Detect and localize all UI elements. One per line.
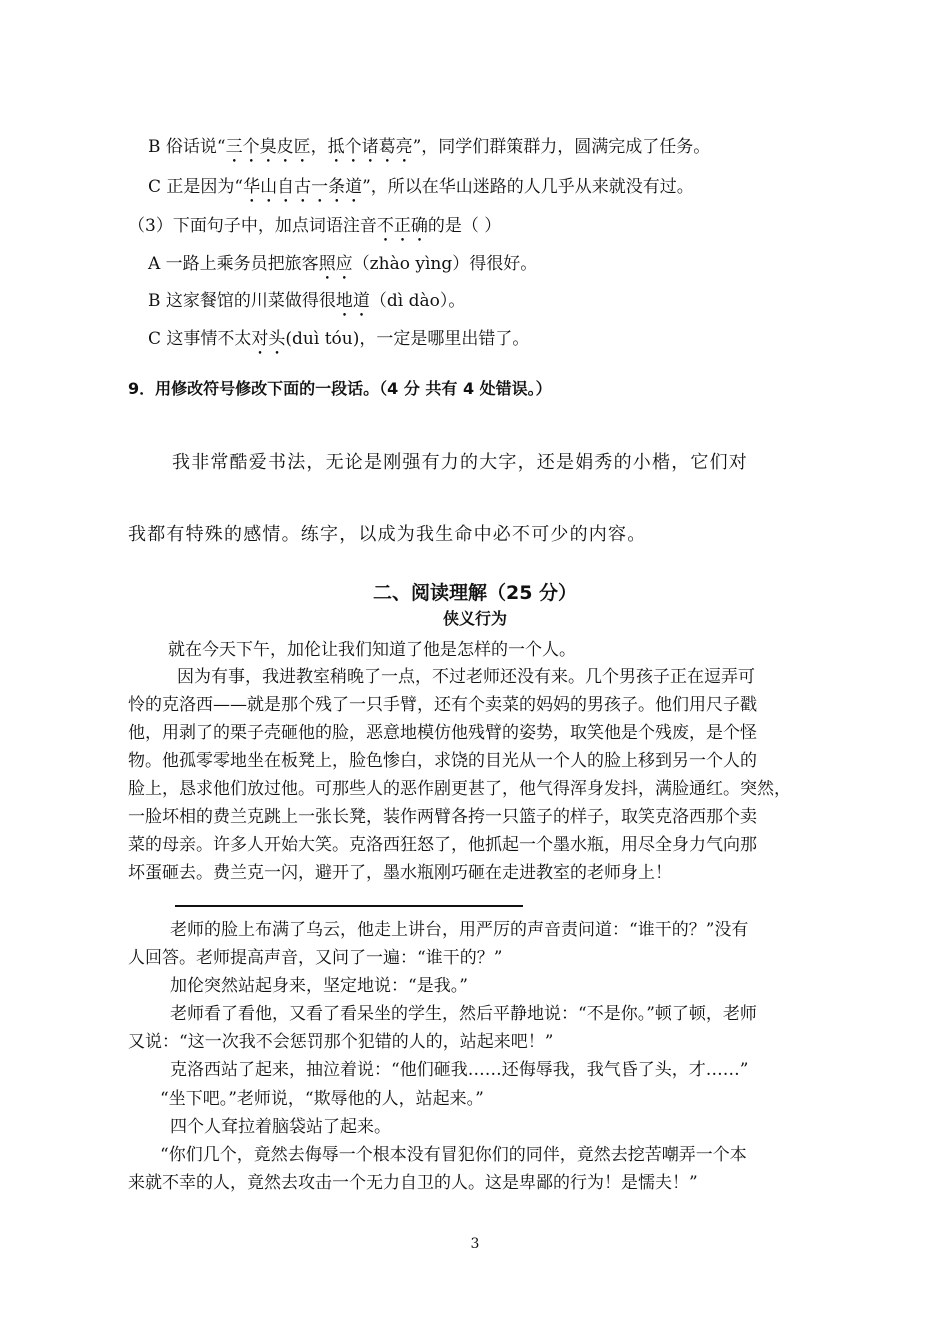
sub3-a-suffix: （zhào yìng）得很好。 <box>352 254 538 274</box>
section-title: 二、阅读理解（25 分） <box>372 582 578 604</box>
sub3-c-dotted-word: 对头 <box>251 329 286 349</box>
sub3-option-c <box>148 324 529 359</box>
sub3-a-dotted-word: 照应 <box>318 254 353 274</box>
story-line: 来就不幸的人，竟然去攻击一个无力自卫的人。这是卑鄙的行为！是懦夫！” <box>128 1173 698 1193</box>
q9-paragraph-line-2: 我都有特殊的感情。练字，以成为我生命中必不可少的内容。 <box>128 524 647 545</box>
sub3-c-suffix: (duì tóu)，一定是哪里出错了。 <box>285 329 530 349</box>
story-line: 物。他孤零零地坐在板凳上，脸色惨白，求饶的目光从一个人的脸上移到另一个人的 <box>128 751 757 771</box>
divider-rule <box>175 905 523 907</box>
story-line: 怜的克洛西——就是那个残了一只手臂，还有个卖菜的妈妈的男孩子。他们用尺子戳 <box>128 695 757 715</box>
story-line: 脸上，恳求他们放过他。可那些人的恶作剧更甚了，他气得浑身发抖，满脸通红。突然， <box>128 779 791 799</box>
story-title: 侠义行为 <box>442 609 507 628</box>
story-line: 菜的母亲。许多人开始大笑。克洛西狂怒了，他抓起一个墨水瓶，用尽全身力气向那 <box>128 835 757 855</box>
story-line: 老师的脸上布满了乌云，他走上讲台，用严厉的声音责问道：“谁干的？”没有 <box>170 920 749 940</box>
story-line: 加伦突然站起身来，坚定地说：“是我。” <box>170 976 468 996</box>
sub3-dotted-word: 不正确 <box>376 216 428 236</box>
option-c-suffix: ”，所以在华山迷路的人几乎从来就没有过。 <box>362 177 694 197</box>
sub3-b-dotted-word: 地道 <box>335 291 370 311</box>
story-line: 坏蛋砸去。费兰克一闪，避开了，墨水瓶刚巧砸在走进教室的老师身上！ <box>128 863 672 883</box>
story-line: 因为有事，我进教室稍晚了一点，不过老师还没有来。几个男孩子正在逗弄可 <box>177 667 755 687</box>
option-c-prefix: C 正是因为“ <box>148 177 244 197</box>
story-line: 一脸坏相的费兰克跳上一张长凳，装作两臂各挎一只篮子的样子，取笑克洛西那个卖 <box>128 807 757 827</box>
story-line: “你们几个，竟然去侮辱一个根本没有冒犯你们的同伴，竟然去挖苦嘲弄一个本 <box>160 1145 747 1165</box>
sub3-a-prefix: A 一路上乘务员把旅客 <box>148 254 319 274</box>
story-line: 克洛西站了起来，抽泣着说：“他们砸我……还侮辱我，我气昏了头，才……” <box>170 1060 749 1080</box>
option-b-dotted-phrase: 三个臭皮匠，抵个诸葛亮 <box>225 137 413 157</box>
q8-option-b <box>148 132 710 167</box>
sub3-option-a <box>148 249 537 284</box>
option-c-dotted-phrase: 华山自古一条道 <box>243 177 363 197</box>
q8-option-c <box>148 172 694 207</box>
story-line: 人回答。老师提高声音，又问了一遍：“谁干的？” <box>128 948 503 968</box>
sub3-suffix: 的是（ ） <box>427 216 502 236</box>
story-line: 四个人耷拉着脑袋站了起来。 <box>170 1117 391 1137</box>
q9-paragraph-line-1: 我非常酷爱书法，无论是刚强有力的大字，还是娟秀的小楷，它们对 <box>172 452 748 473</box>
sub3-b-suffix: （dì dào）。 <box>369 291 466 311</box>
story-line: 就在今天下午，加伦让我们知道了他是怎样的一个人。 <box>168 640 576 660</box>
story-line: 老师看了看他，又看了看呆坐的学生，然后平静地说：“不是你。”顿了顿，老师 <box>170 1004 757 1024</box>
story-line: 他，用剥了的栗子壳砸他的脸，恶意地模仿他残臂的姿势，取笑他是个残废，是个怪 <box>128 723 757 743</box>
sub3-b-prefix: B 这家餐馆的川菜做得很 <box>148 291 336 311</box>
q8-sub-question-3 <box>128 211 501 246</box>
option-b-suffix: ”，同学们群策群力，圆满完成了任务。 <box>412 137 711 157</box>
story-line: 又说：“这一次我不会惩罚那个犯错的人的，站起来吧！” <box>128 1032 554 1052</box>
q9-title: 9．用修改符号修改下面的一段话。（4 分 共有 4 处错误。） <box>128 379 552 398</box>
sub3-c-prefix: C 这事情不太 <box>148 329 252 349</box>
page-number: 3 <box>470 1236 480 1252</box>
story-line: “坐下吧。”老师说，“欺辱他的人，站起来。” <box>160 1089 484 1109</box>
sub3-option-b <box>148 286 465 321</box>
sub3-prefix: （3）下面句子中，加点词语注音 <box>128 216 377 236</box>
option-b-prefix: B 俗话说“ <box>148 137 226 157</box>
